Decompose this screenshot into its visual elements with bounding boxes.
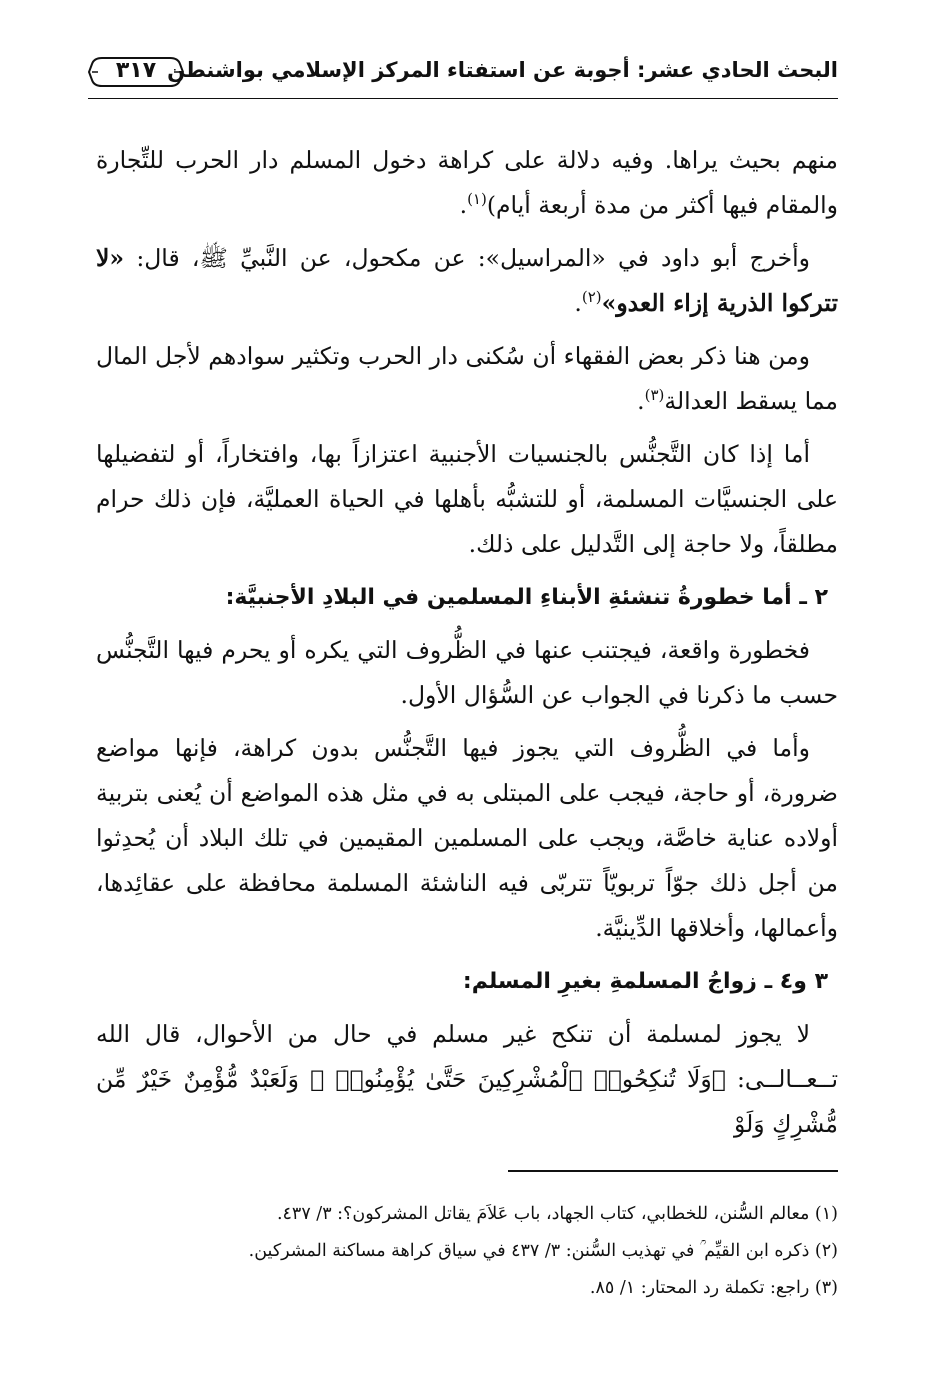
paragraph: فخطورة واقعة، فيجتنب عنها في الظُّروف التي يكره أو يحرم فيها التَّجنُّس حسب ما ذكرنا في الجواب عن السُّؤال الأول. bbox=[96, 636, 838, 709]
hadith-quote: «لا تتركوا الذرية إزاء العدو» bbox=[96, 244, 838, 317]
paragraph bbox=[96, 138, 838, 228]
footnote-ref[interactable]: (١) bbox=[467, 190, 487, 209]
header-rule bbox=[88, 98, 838, 99]
page-number: ٣١٧ bbox=[115, 58, 157, 83]
running-title: البحث الحادي عشر: أجوبة عن استفتاء المركز الإسلامي بواشنطن bbox=[167, 58, 838, 82]
section-heading: ٣ و٤ ـ زواجُ المسلمةِ بغيرِ المسلم: bbox=[462, 969, 828, 994]
punctuation: . bbox=[637, 387, 645, 415]
paragraph-text: منهم بحيث يراها. وفيه دلالة على كراهة دخول المسلم دار الحرب للتِّجارة والمقام فيها أكثر من مدة أربعة أيام) bbox=[96, 146, 838, 219]
page-number-ornament bbox=[88, 52, 184, 92]
main-text bbox=[96, 138, 838, 1155]
paragraph-text: ومن هنا ذكر بعض الفقهاء أن سُكنى دار الحرب وتكثير سوادهم لأجل المال مما يسقط العدالة bbox=[96, 342, 838, 415]
footnote-ref[interactable]: (٣) bbox=[644, 386, 665, 405]
footnote: (٢) ذكره ابن القيِّم ؒ في تهذيب السُّنن: ٣/ ٤٣٧ في سياق كراهة مساكنة المشركين. bbox=[248, 1241, 838, 1261]
footnote: (٣) راجع: تكملة رد المحتار: ١/ ٨٥. bbox=[589, 1278, 838, 1298]
paragraph: أما إذا كان التَّجنُّس بالجنسيات الأجنبية اعتزازاً بها، وافتخاراً، أو لتفضيلها على الجنسيَّات المسلمة، أو للتشبُّه بأهلها في الحياة العمليَّة، فإن ذلك حرام مطلقاً، ولا حاجة إلى التَّدليل على ذلك. bbox=[96, 440, 838, 558]
footnote-ref[interactable]: (٢) bbox=[581, 288, 602, 307]
running-header bbox=[88, 52, 838, 102]
punctuation: . bbox=[459, 191, 468, 219]
paragraph: لا يجوز لمسلمة أن تنكح غير مسلم في حال من الأحوال، قال الله تــعــالــى: ﴿وَلَا تُنكِحُوا۟ ٱلْمُشْرِكِينَ حَتَّىٰ يُؤْمِنُوا۟ ۚ وَلَعَبْدٌ مُّؤْمِنٌ خَيْرٌ مِّن مُّشْرِكٍ وَلَوْ bbox=[96, 1020, 838, 1138]
paragraph: وأما في الظُّروف التي يجوز فيها التَّجنُّس بدون كراهة، فإنها مواضع ضرورة، أو حاجة، فيجب على المبتلى به في مثل هذه المواضع أن يُعنى بتربية أولاده عناية خاصَّة، ويجب على المسلمين المقيمين في تلك البلاد أن يُحدِثوا من أجل ذلك جوّاً تربويّاً تتربّى فيه الناشئة المسلمة محافظة على عقائِدها، وأعمالها، وأخلاقها الدِّينيَّة. bbox=[96, 734, 838, 942]
punctuation: . bbox=[574, 289, 582, 317]
paragraph bbox=[96, 236, 838, 326]
footnotes bbox=[96, 1196, 838, 1307]
footnote-rule bbox=[508, 1170, 838, 1172]
paragraph-text: وأخرج أبو داود في «المراسيل»: عن مكحول، عن النَّبيِّ ﷺ، قال: bbox=[136, 244, 810, 272]
paragraph bbox=[96, 334, 838, 424]
footnote: (١) معالم السُّنن، للخطابي، كتاب الجهاد، باب عَلاَمَ يقاتل المشركون؟: ٣/ ٤٣٧. bbox=[276, 1204, 838, 1224]
section-heading: ٢ ـ أما خطورةُ تنشئةِ الأبناءِ المسلمين في البلادِ الأجنبيَّة: bbox=[225, 585, 828, 610]
